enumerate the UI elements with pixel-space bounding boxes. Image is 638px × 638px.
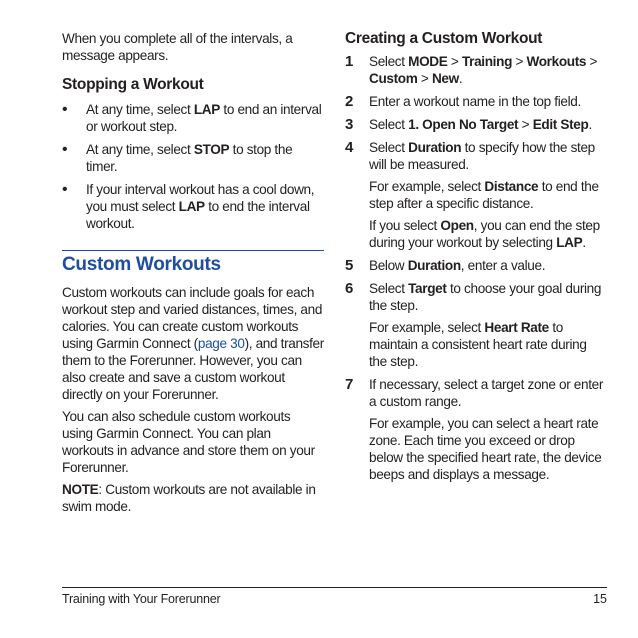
key-lap: LAP xyxy=(193,102,220,117)
step-number: 5 xyxy=(345,257,354,274)
step-number: 7 xyxy=(345,376,354,393)
step-detail: For example, select Distance to end the step after a specific distance. xyxy=(369,179,599,211)
step-detail: If you select Open, you can end the step during your workout by selecting LAP. xyxy=(369,218,600,250)
key-lap: LAP xyxy=(178,199,205,214)
footer-title: Training with Your Forerunner xyxy=(62,592,221,606)
step-item: 1 Select MODE > Training > Workouts > Custom > New. xyxy=(345,53,598,86)
bullet-dot: • xyxy=(62,181,68,198)
page-link[interactable]: page 30 xyxy=(197,336,245,351)
step-number: 1 xyxy=(345,53,354,70)
custom-workouts-heading: Custom Workouts xyxy=(62,250,324,276)
step-item: 4 Select Duration to specify how the step will be measured. For example, select Distance to end the step after a specific distance. If you select Open, you can end the step during your workout by selecting LAP. xyxy=(345,139,607,251)
page-number: 15 xyxy=(593,592,607,606)
stopping-heading: Stopping a Workout xyxy=(62,76,204,93)
custom-paragraph-1: Custom workouts can include goals for each workout step and varied distances, times, and calories. You can create custom workouts using Garmin Connect (page 30), and transfer them to the Forerunner. However, you can also create and save a custom workout directly on your Forerunner. xyxy=(62,285,324,402)
key-stop: STOP xyxy=(193,142,230,157)
intro-paragraph: When you complete all of the intervals, a message appears. xyxy=(62,31,293,63)
right-column xyxy=(345,30,607,489)
footer-divider xyxy=(62,587,607,588)
custom-paragraph-2: You can also schedule custom workouts using Garmin Connect. You can plan workouts in advance and store them on your Forerunner. xyxy=(62,409,315,475)
bullet-item: • If your interval workout has a cool down, you must select LAP to end the interval workout. xyxy=(62,181,315,231)
left-column xyxy=(62,30,324,515)
step-item: 2 Enter a workout name in the top field. xyxy=(345,93,581,110)
step-item: 5 Below Duration, enter a value. xyxy=(345,257,546,274)
step-number: 2 xyxy=(345,93,354,110)
note-paragraph: NOTE: Custom workouts are not available in swim mode. xyxy=(62,482,316,514)
step-item: 6 Select Target to choose your goal during the step. For example, select Heart Rate to maintain a consistent heart rate during the step. xyxy=(345,280,607,370)
step-item: 7 If necessary, select a target zone or enter a custom range. For example, you can select a heart rate zone. Each time you exceed or drop below the specified heart rate, the device beeps and displays a message. xyxy=(345,376,607,483)
step-detail: For example, select Heart Rate to maintain a consistent heart rate during the step. xyxy=(369,320,587,369)
creating-heading: Creating a Custom Workout xyxy=(345,30,543,47)
step-number: 4 xyxy=(345,139,354,156)
bullet-dot: • xyxy=(62,101,68,118)
bullet-item: • At any time, select STOP to stop the timer. xyxy=(62,141,293,174)
step-number: 3 xyxy=(345,116,354,133)
step-detail: For example, you can select a heart rate zone. Each time you exceed or drop below the specified heart rate, the device beeps and displays a message. xyxy=(369,416,602,482)
bullet-item: • At any time, select LAP to end an interval or workout step. xyxy=(62,101,322,134)
step-item: 3 Select 1. Open No Target > Edit Step. xyxy=(345,116,592,133)
step-number: 6 xyxy=(345,280,354,297)
note-label: NOTE xyxy=(62,482,99,497)
bullet-dot: • xyxy=(62,141,68,158)
